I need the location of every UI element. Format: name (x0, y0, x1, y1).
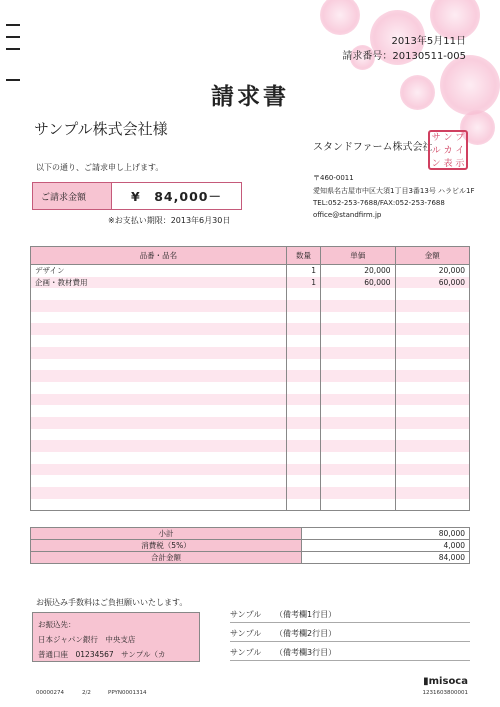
cell-qty (286, 405, 320, 417)
cell-unit (321, 323, 395, 335)
cell-amount (395, 288, 469, 300)
cell-qty (286, 487, 320, 499)
cell-qty: 1 (286, 265, 320, 277)
cell-unit: 20,000 (321, 265, 395, 277)
billing-amount-value: ¥ 84,000－ (131, 189, 222, 204)
seal-char: プ (455, 133, 465, 143)
cell-unit (321, 370, 395, 382)
cell-unit (321, 288, 395, 300)
footer-page: 2/2 (82, 690, 91, 696)
cell-amount (395, 499, 469, 511)
cell-unit (321, 417, 395, 429)
billing-amount-box (32, 182, 242, 210)
cell-amount (395, 464, 469, 476)
brand-name: misoca (428, 676, 468, 687)
seal-char: 表 (443, 159, 453, 169)
company-postal: 〒460-0011 (313, 174, 354, 182)
seal-char: イ (455, 146, 465, 156)
remark-text: （備考欄3行目） (275, 648, 337, 657)
seal-char: サ (431, 133, 441, 143)
sakura-decoration (310, 0, 500, 150)
cell-qty (286, 382, 320, 394)
company-seal (428, 130, 468, 170)
cell-amount (395, 323, 469, 335)
payment-due: ※お支払い期限：2013年6月30日 (108, 216, 231, 225)
totals-value: 4,000 (302, 540, 470, 552)
punch-mark (6, 48, 20, 50)
cell-amount (395, 370, 469, 382)
cell-qty: 1 (286, 277, 320, 289)
cell-amount (395, 394, 469, 406)
table-row (31, 265, 470, 277)
table-row (31, 487, 470, 499)
seal-char: カ (443, 146, 453, 156)
seal-char: ル (431, 146, 441, 156)
company-email: office@standfirm.jp (313, 211, 382, 219)
cell-name (31, 359, 287, 371)
seal-char: ン (431, 159, 441, 169)
footer-doc-id: 00000274 (36, 690, 64, 696)
page-title: 請求書 (211, 84, 289, 110)
company-tel-fax: TEL:052-253-7688/FAX:052-253-7688 (313, 199, 445, 207)
client-name: サンプル株式会社様 (34, 120, 168, 138)
cell-name (31, 440, 287, 452)
cell-name (31, 370, 287, 382)
cell-name (31, 335, 287, 347)
totals-row (31, 528, 470, 540)
cell-unit (321, 394, 395, 406)
remark-line (230, 628, 470, 642)
cell-name (31, 312, 287, 324)
cell-unit (321, 359, 395, 371)
cell-unit: 60,000 (321, 277, 395, 289)
col-header-qty: 数量 (286, 247, 320, 265)
cell-amount (395, 405, 469, 417)
totals-label: 合計金額 (31, 552, 302, 564)
cell-amount (395, 300, 469, 312)
cell-qty (286, 312, 320, 324)
remark-label: サンプル (230, 648, 262, 657)
cell-qty (286, 464, 320, 476)
totals-value: 84,000 (302, 552, 470, 564)
cell-qty (286, 347, 320, 359)
punch-mark (6, 36, 20, 38)
cell-name: 企画・教材費用 (31, 277, 287, 289)
table-row (31, 464, 470, 476)
table-row (31, 300, 470, 312)
totals-row (31, 552, 470, 564)
cell-name (31, 464, 287, 476)
cell-name (31, 417, 287, 429)
table-row (31, 335, 470, 347)
totals-label: 小計 (31, 528, 302, 540)
cell-amount (395, 429, 469, 441)
table-row (31, 405, 470, 417)
cell-qty (286, 417, 320, 429)
remark-line (230, 647, 470, 661)
cell-amount: 20,000 (395, 265, 469, 277)
cell-unit (321, 440, 395, 452)
cell-unit (321, 499, 395, 511)
company-name: スタンドファーム株式会社 (313, 142, 433, 153)
cell-name (31, 347, 287, 359)
remark-label: サンプル (230, 610, 262, 619)
cell-name (31, 394, 287, 406)
cell-qty (286, 499, 320, 511)
table-row (31, 347, 470, 359)
remark-text: （備考欄1行目） (275, 610, 337, 619)
totals-row (31, 540, 470, 552)
col-header-unit: 単価 (321, 247, 395, 265)
table-row (31, 429, 470, 441)
cell-qty (286, 300, 320, 312)
cell-qty (286, 288, 320, 300)
seal-char: 示 (455, 159, 465, 169)
table-row (31, 359, 470, 371)
cell-qty (286, 335, 320, 347)
greeting-text: 以下の通り、ご請求申し上げます。 (36, 163, 164, 172)
cell-amount (395, 452, 469, 464)
cell-unit (321, 405, 395, 417)
brand-code: 1231603800001 (422, 690, 468, 696)
table-row (31, 370, 470, 382)
company-address: 愛知県名古屋市中区大須1丁目3番13号 ハラビル1F (313, 187, 475, 195)
cell-amount (395, 475, 469, 487)
cell-qty (286, 394, 320, 406)
table-row (31, 277, 470, 289)
brand-logo: ▮misoca (423, 676, 468, 687)
cell-qty (286, 475, 320, 487)
cell-unit (321, 335, 395, 347)
cell-unit (321, 464, 395, 476)
invoice-number-label: 請求番号： (342, 51, 393, 62)
fee-note: お振込み手数料はご負担願いいたします。 (36, 598, 188, 607)
table-row (31, 382, 470, 394)
cell-qty (286, 323, 320, 335)
table-row (31, 323, 470, 335)
seal-char: ン (443, 133, 453, 143)
cell-amount (395, 347, 469, 359)
bank-info-box (32, 612, 200, 662)
remark-line (230, 609, 470, 623)
invoice-number-value: 20130511-005 (392, 51, 466, 62)
cell-qty (286, 452, 320, 464)
table-row (31, 312, 470, 324)
cell-name (31, 288, 287, 300)
cell-qty (286, 370, 320, 382)
cell-unit (321, 452, 395, 464)
table-row (31, 475, 470, 487)
cell-name (31, 300, 287, 312)
cell-unit (321, 300, 395, 312)
footer-code: PPYN0001314 (108, 690, 147, 696)
remark-label: サンプル (230, 629, 262, 638)
cell-amount (395, 359, 469, 371)
remark-text: （備考欄2行目） (275, 629, 337, 638)
cell-unit (321, 487, 395, 499)
col-header-item: 品番・品名 (31, 247, 287, 265)
cell-amount (395, 487, 469, 499)
invoice-number (342, 47, 466, 62)
cell-amount (395, 417, 469, 429)
cell-amount (395, 335, 469, 347)
cell-name (31, 452, 287, 464)
cell-name (31, 475, 287, 487)
cell-amount (395, 312, 469, 324)
billing-amount-label: ご請求金額 (33, 183, 112, 209)
table-row (31, 452, 470, 464)
cell-qty (286, 440, 320, 452)
cell-name (31, 429, 287, 441)
cell-unit (321, 382, 395, 394)
cell-unit (321, 312, 395, 324)
table-row (31, 394, 470, 406)
cell-unit (321, 475, 395, 487)
items-table (30, 246, 470, 511)
table-row (31, 288, 470, 300)
cell-unit (321, 347, 395, 359)
invoice-date: 2013年5月11日 (391, 36, 466, 47)
cell-name (31, 323, 287, 335)
bank-label: お振込先： (38, 620, 76, 629)
cell-qty (286, 359, 320, 371)
bank-name: 日本ジャパン銀行 中央支店 (38, 635, 136, 644)
cell-name (31, 487, 287, 499)
totals-value: 80,000 (302, 528, 470, 540)
totals-table (30, 527, 470, 564)
cell-unit (321, 429, 395, 441)
cell-name (31, 405, 287, 417)
table-row (31, 440, 470, 452)
cell-amount: 60,000 (395, 277, 469, 289)
cell-name: デザイン (31, 265, 287, 277)
totals-label: 消費税（5%） (31, 540, 302, 552)
cell-name (31, 499, 287, 511)
punch-mark (6, 24, 20, 26)
cell-amount (395, 440, 469, 452)
cell-name (31, 382, 287, 394)
cell-qty (286, 429, 320, 441)
col-header-amount: 金額 (395, 247, 469, 265)
table-row (31, 499, 470, 511)
table-row (31, 417, 470, 429)
cell-amount (395, 382, 469, 394)
bank-account: 普通口座 01234567 サンプル（カ (38, 650, 166, 659)
